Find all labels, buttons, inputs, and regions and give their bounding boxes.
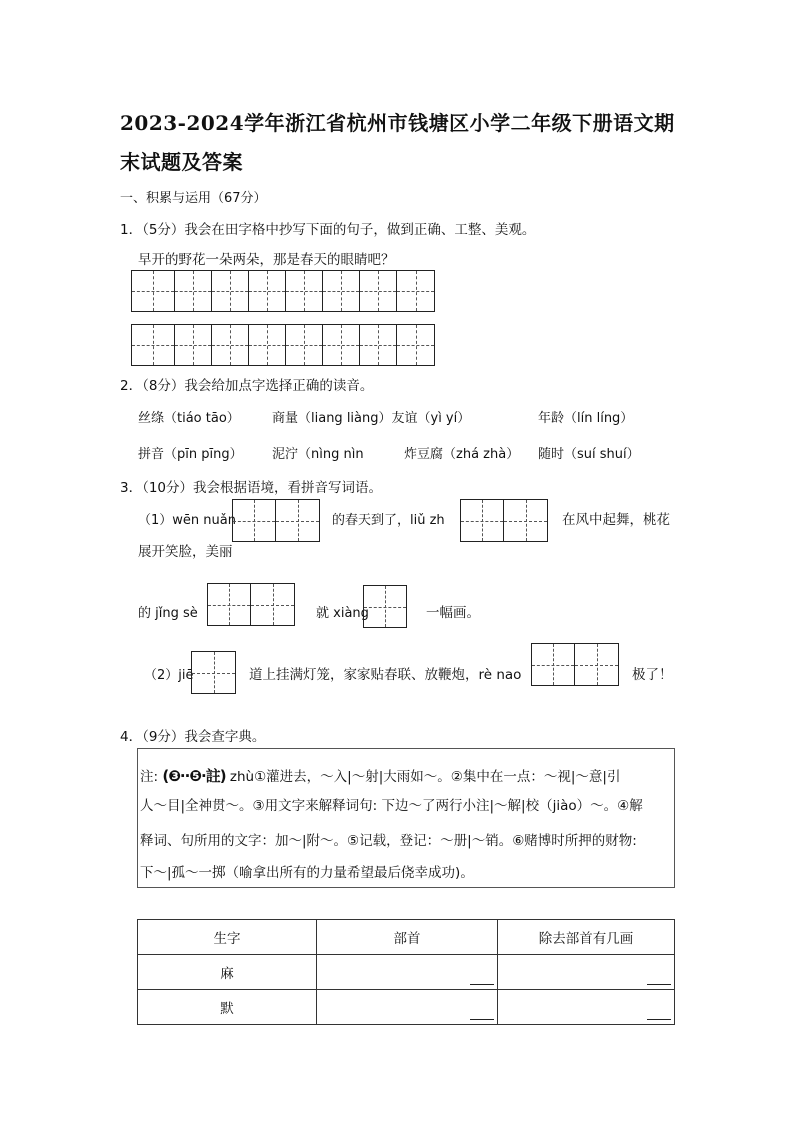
grid-cell[interactable] <box>360 325 397 365</box>
grid-cell[interactable] <box>249 325 286 365</box>
grid-cell[interactable] <box>504 500 547 541</box>
grid-cell[interactable] <box>132 325 175 365</box>
q3-answer-grid-wennuan[interactable] <box>232 499 320 542</box>
grid-cell[interactable] <box>251 584 294 625</box>
table-header: 生字 <box>138 920 317 955</box>
q3-text: 道上挂满灯笼，家家贴春联、放鞭炮，rè nao <box>249 667 522 683</box>
q3-text: 就 xiàng <box>316 606 369 621</box>
q2-item: 拼音（pīn pīng） <box>138 447 243 462</box>
grid-cell[interactable] <box>175 325 212 365</box>
table-row <box>138 990 675 1025</box>
answer-blank[interactable] <box>470 1019 494 1020</box>
q4-answer-table <box>137 919 675 1025</box>
dictionary-line-3: 释词、句所用的文字：加～|附～。⑤记载，登记：～册|～销。⑥赌博时所押的财物: <box>140 833 637 849</box>
grid-cell[interactable] <box>175 271 212 311</box>
grid-cell[interactable] <box>286 325 323 365</box>
grid-cell[interactable] <box>233 500 276 541</box>
grid-cell[interactable] <box>212 325 249 365</box>
grid-cell[interactable] <box>575 644 618 685</box>
page-title-line2: 末试题及答案 <box>120 150 243 174</box>
dictionary-line-1 <box>140 765 620 786</box>
q3-answer-grid-liuzhi[interactable] <box>460 499 548 542</box>
grid-cell[interactable] <box>286 271 323 311</box>
entry-definition: zhù①灌进去，～入|～射|大雨如～。②集中在一点：～视|～意|引 <box>229 769 621 785</box>
grid-cell[interactable] <box>360 271 397 311</box>
dictionary-line-4: 下～|孤～一掷（喻拿出所有的力量希望最后侥幸成功)。 <box>140 865 474 881</box>
grid-cell[interactable] <box>397 271 434 311</box>
q2-item: 炸豆腐（zhá zhà） <box>404 447 520 462</box>
answer-cell-radical[interactable] <box>317 990 498 1025</box>
table-header: 除去部首有几画 <box>498 920 675 955</box>
section-heading: 一、积累与运用（67分） <box>120 191 267 206</box>
seal-character-image: (❸··❺·註) <box>162 767 226 785</box>
q1-writing-grid-row1[interactable] <box>131 270 435 312</box>
answer-blank[interactable] <box>647 1019 671 1020</box>
entry-head: 注: <box>140 769 159 785</box>
table-cell-character: 默 <box>138 990 317 1025</box>
grid-cell[interactable] <box>208 584 251 625</box>
grid-cell[interactable] <box>249 271 286 311</box>
grid-cell[interactable] <box>461 500 504 541</box>
q3-text: 一幅画。 <box>426 605 480 621</box>
q3-text: 在风中起舞，桃花 <box>562 512 670 528</box>
grid-cell[interactable] <box>132 271 175 311</box>
answer-cell-radical[interactable] <box>317 955 498 990</box>
grid-cell[interactable] <box>323 325 360 365</box>
q2-item: 泥泞（nìng nìn <box>272 447 364 462</box>
q3-answer-grid-jingse[interactable] <box>207 583 295 626</box>
q1-writing-grid-row2[interactable] <box>131 324 435 366</box>
answer-cell-strokes[interactable] <box>498 990 675 1025</box>
grid-cell[interactable] <box>323 271 360 311</box>
q3-answer-grid-renao[interactable] <box>531 643 619 686</box>
q1-sentence: 早开的野花一朵两朵，那是春天的眼睛吧？ <box>138 252 395 268</box>
answer-cell-strokes[interactable] <box>498 955 675 990</box>
grid-cell[interactable] <box>364 586 406 627</box>
page-title-line1: 2023-2024学年浙江省杭州市钱塘区小学二年级下册语文期 <box>120 111 675 135</box>
table-row <box>138 955 675 990</box>
table-header: 部首 <box>317 920 498 955</box>
q3-prompt: 3．（10分）我会根据语境，看拼音写词语。 <box>120 480 383 496</box>
q3-text: （1）wēn nuǎn <box>138 513 236 528</box>
answer-blank[interactable] <box>647 984 671 985</box>
grid-cell[interactable] <box>532 644 575 685</box>
q4-prompt: 4．（9分）我会查字典。 <box>120 729 266 745</box>
q2-item: 商量（liang liàng）友谊（yì yí） <box>272 411 471 426</box>
dictionary-entry-box <box>137 748 675 888</box>
grid-cell[interactable] <box>276 500 319 541</box>
q3-answer-grid-jie[interactable] <box>191 651 236 694</box>
grid-cell[interactable] <box>192 652 235 693</box>
q3-text: （2）jiē <box>144 668 194 683</box>
q1-prompt: 1．（5分）我会在田字格中抄写下面的句子，做到正确、工整、美观。 <box>120 222 536 238</box>
grid-cell[interactable] <box>212 271 249 311</box>
q2-item: 年龄（lín líng） <box>538 411 634 426</box>
answer-blank[interactable] <box>470 984 494 985</box>
table-cell-character: 麻 <box>138 955 317 990</box>
q3-text: 极了！ <box>632 667 673 683</box>
q2-item: 随时（suí shuí） <box>538 447 640 462</box>
dictionary-line-2: 人～目|全神贯～。③用文字来解释词句: 下边～了两行小注|～解|校（jiào）～。④解 <box>140 798 643 814</box>
q3-text: 展开笑脸，美丽 <box>138 544 233 560</box>
grid-cell[interactable] <box>397 325 434 365</box>
q2-prompt: 2．（8分）我会给加点字选择正确的读音。 <box>120 378 374 394</box>
table-header-row <box>138 920 675 955</box>
q2-item: 丝绦（tiáo tāo） <box>138 411 240 426</box>
q3-answer-grid-xiang[interactable] <box>363 585 407 628</box>
q3-text: 的 jǐng sè <box>138 606 198 621</box>
q3-text: 的春天到了，liǔ zh <box>332 513 445 528</box>
